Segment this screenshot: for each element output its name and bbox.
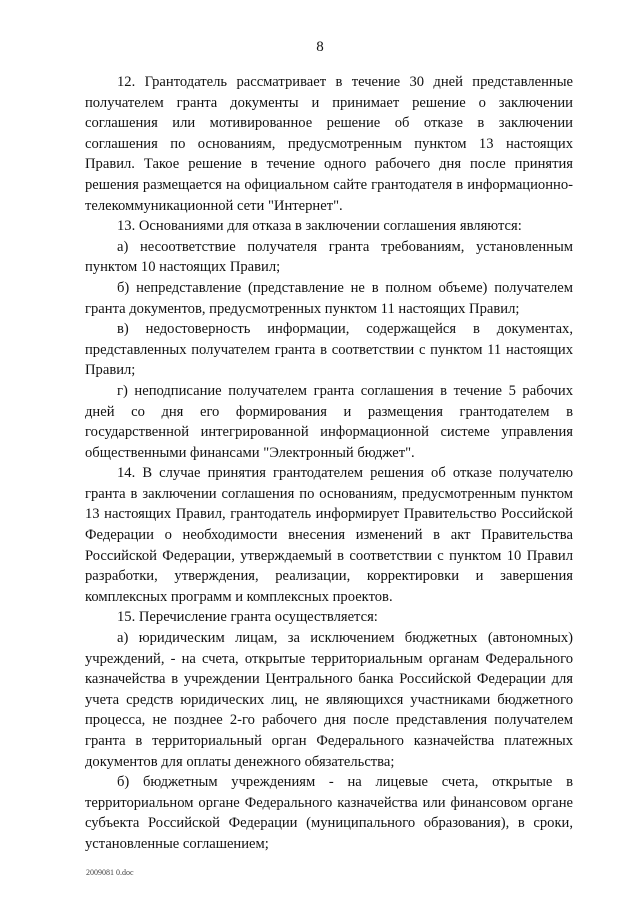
paragraph-13-v: в) недостоверность информации, содержащейся в документах, представленных получателем гранта в соответствии с пунктом 11 настоящих Правил; <box>85 321 573 379</box>
document-file-code: 2009081 0.doc <box>86 868 134 877</box>
paragraph-13-a: а) несоответствие получателя гранта требованиям, установленным пунктом 10 настоящих Правил; <box>85 238 573 276</box>
document-body <box>85 72 573 855</box>
page-number: 8 <box>316 39 324 55</box>
paragraph-15-a: а) юридическим лицам, за исключением бюджетных (автономных) учреждений, - на счета, открытые территориальным органам Федерального казначейства в учреждении Центрального банка Российской Федерации для учета средств юридических лиц, не являющихся участниками бюджетного процесса, не позднее 2-го рабочего дня после представления получателем гранта в территориальный орган Федерального казначейства платежных документов для оплаты денежного обязательства; <box>85 630 573 770</box>
paragraph-15: 15. Перечисление гранта осуществляется: <box>117 609 378 626</box>
paragraph-15-b: б) бюджетным учреждениям - на лицевые счета, открытые в территориальном органе Федерального казначейства или финансовом органе субъекта Российской Федерации (муниципального образования), в сроки, установленные соглашением; <box>85 774 573 852</box>
paragraph-13: 13. Основаниями для отказа в заключении соглашения являются: <box>117 218 522 235</box>
paragraph-13-b: б) непредставление (представление не в полном объеме) получателем гранта документов, предусмотренных пунктом 11 настоящих Правил; <box>85 279 573 317</box>
paragraph-12: 12. Грантодатель рассматривает в течение 30 дней представленные получателем гранта документы и принимает решение о заключении соглашения или мотивированное решение об отказе в заключении соглашения по основаниям, предусмотренным пунктом 13 настоящих Правил. Такое решение в течение одного рабочего дня после принятия решения размещается на официальном сайте грантодателя в информационно-телекоммуникационной сети "Интернет". <box>85 74 573 214</box>
paragraph-14: 14. В случае принятия грантодателем решения об отказе получателю гранта в заключении соглашения по основаниям, предусмотренным пунктом 13 настоящих Правил, грантодатель информирует Правительство Российской Федерации о необходимости внесения изменений в акт Правительства Российской Федерации, утверждаемый в соответствии с пунктом 10 Правил разработки, утверждения, реализации, корректировки и завершения комплексных программ и комплексных проектов. <box>85 465 573 605</box>
paragraph-13-g: г) неподписание получателем гранта соглашения в течение 5 рабочих дней со дня его формирования и размещения грантодателем в государственной интегрированной информационной системе управления общественными финансами "Электронный бюджет". <box>85 382 573 461</box>
